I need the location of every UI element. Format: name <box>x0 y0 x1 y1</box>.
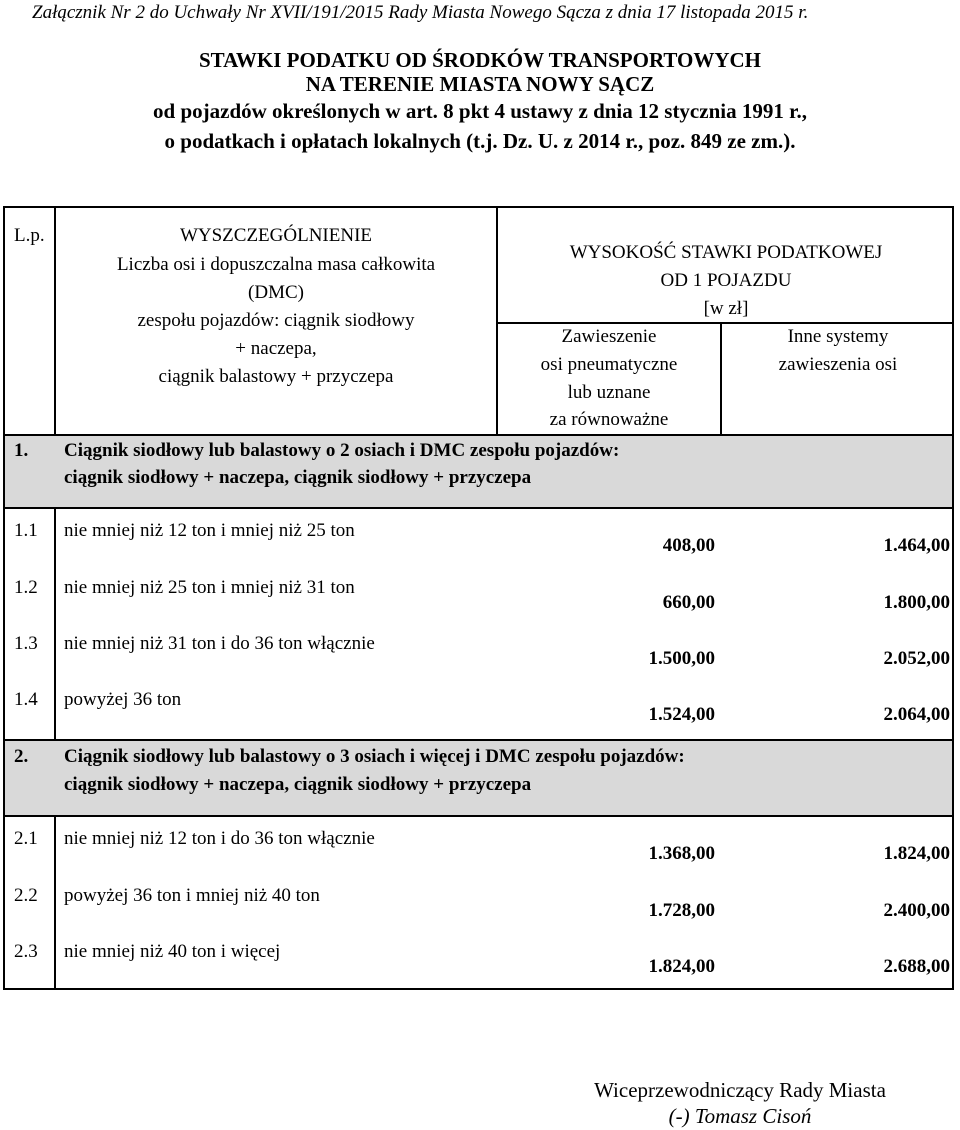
section-1-bottom-line <box>3 507 954 509</box>
row-desc: powyżej 36 ton <box>64 689 182 710</box>
header-spec-title: WYSZCZEGÓLNIENIE <box>179 225 373 246</box>
row-pneumatic-value: 408,00 <box>662 535 715 556</box>
header-spec-line: ciągnik balastowy + przyczepa <box>158 366 394 387</box>
row-desc: powyżej 36 ton i mniej niż 40 ton <box>64 885 320 906</box>
row-pneumatic-value: 1.824,00 <box>648 956 715 977</box>
header-spec-line: Liczba osi i dopuszczalna masa całkowita <box>116 254 436 275</box>
row-desc: nie mniej niż 12 ton i do 36 ton włącznie <box>64 828 375 849</box>
row-other-value: 2.688,00 <box>883 956 950 977</box>
section-2-title: Ciągnik siodłowy lub balastowy o 3 osiach i więcej i DMC zespołu pojazdów: <box>64 746 685 767</box>
row-other-value: 1.824,00 <box>883 843 950 864</box>
row-other-value: 1.800,00 <box>883 592 950 613</box>
header-lp: L.p. <box>14 225 45 246</box>
row-lp: 1.4 <box>14 689 38 710</box>
row-desc: nie mniej niż 25 ton i mniej niż 31 ton <box>64 577 355 598</box>
row-pneumatic-value: 1.728,00 <box>648 900 715 921</box>
row-other-value: 2.400,00 <box>883 900 950 921</box>
row-lp: 2.3 <box>14 941 38 962</box>
title-line-3: od pojazdów określonych w art. 8 pkt 4 ustawy z dnia 12 stycznia 1991 r., <box>153 99 807 123</box>
row-pneumatic-value: 1.368,00 <box>648 843 715 864</box>
header-spec-line: (DMC) <box>248 282 304 303</box>
header-spec-line: zespołu pojazdów: ciągnik siodłowy <box>137 310 415 331</box>
lp-column-divider <box>54 508 56 740</box>
section-1-top-line <box>3 434 954 436</box>
header-other: Inne systemy <box>787 326 889 347</box>
row-desc: nie mniej niż 12 ton i mniej niż 25 ton <box>64 520 355 541</box>
row-lp: 1.3 <box>14 633 38 654</box>
section-2-subtitle: ciągnik siodłowy + naczepa, ciągnik siodłowy + przyczepa <box>64 774 532 795</box>
row-pneumatic-value: 1.524,00 <box>648 704 715 725</box>
header-rate-unit: [w zł] <box>703 298 749 319</box>
signature-role: Wiceprzewodniczący Rady Miasta <box>594 1078 886 1102</box>
row-other-value: 2.064,00 <box>883 704 950 725</box>
section-1-title: Ciągnik siodłowy lub balastowy o 2 osiach i DMC zespołu pojazdów: <box>64 440 620 461</box>
header-pneumatic: Zawieszenie <box>561 326 657 347</box>
row-lp: 1.1 <box>14 520 38 541</box>
row-lp: 2.1 <box>14 828 38 849</box>
title-line-1: STAWKI PODATKU OD ŚRODKÓW TRANSPORTOWYCH <box>198 48 762 72</box>
row-lp: 2.2 <box>14 885 38 906</box>
section-2-top-line <box>3 739 954 741</box>
row-other-value: 2.052,00 <box>883 648 950 669</box>
row-desc: nie mniej niż 40 ton i więcej <box>64 941 281 962</box>
header-rate-line: OD 1 POJAZDU <box>660 270 792 291</box>
annex-header: Załącznik Nr 2 do Uchwały Nr XVII/191/2015 Rady Miasta Nowego Sącza z dnia 17 listopada 2015 r. <box>32 2 809 23</box>
header-pneumatic: lub uznane <box>567 382 651 403</box>
section-1-subtitle: ciągnik siodłowy + naczepa, ciągnik siodłowy + przyczepa <box>64 467 532 488</box>
row-pneumatic-value: 1.500,00 <box>648 648 715 669</box>
section-1-label: 1. <box>14 440 29 461</box>
lp-column-divider <box>54 816 56 990</box>
signature-name: (-) Tomasz Cisoń <box>668 1104 812 1128</box>
row-desc: nie mniej niż 31 ton i do 36 ton włącznie <box>64 633 375 654</box>
title-line-4: o podatkach i opłatach lokalnych (t.j. Dz. U. z 2014 r., poz. 849 ze zm.). <box>164 129 796 153</box>
header-other: zawieszenia osi <box>778 354 898 375</box>
header-spec-line: + naczepa, <box>235 338 317 359</box>
row-pneumatic-value: 660,00 <box>662 592 715 613</box>
row-other-value: 1.464,00 <box>883 535 950 556</box>
header-pneumatic: osi pneumatyczne <box>540 354 678 375</box>
header-pneumatic: za równoważne <box>549 409 669 430</box>
section-2-label: 2. <box>14 746 29 767</box>
row-lp: 1.2 <box>14 577 38 598</box>
rate-subheader-line <box>496 322 954 324</box>
section-2-bottom-line <box>3 815 954 817</box>
title-line-2: NA TERENIE MIASTA NOWY SĄCZ <box>305 72 655 96</box>
header-rate-title: WYSOKOŚĆ STAWKI PODATKOWEJ <box>569 242 883 263</box>
